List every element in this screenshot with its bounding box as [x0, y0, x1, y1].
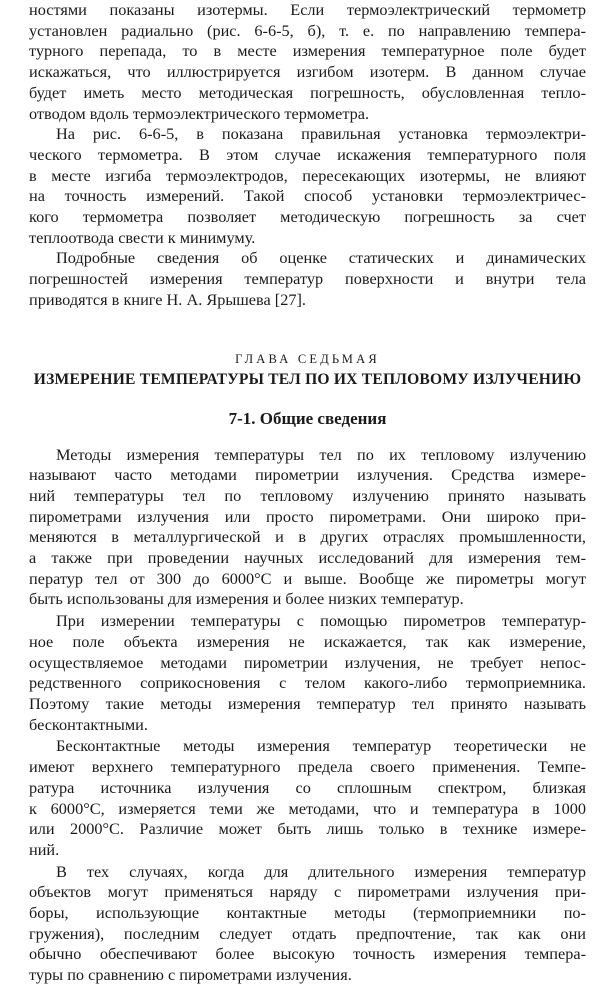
paragraph	[29, 248, 586, 310]
paragraph	[29, 611, 586, 735]
text-line: ператур тел от 300 до 6000°С и выше. Вообще же пирометры могут	[29, 568, 586, 588]
text-line: имеют верхнего температурного предела своего применения. Темпе-	[29, 757, 586, 777]
text-line: ческого термометра. В этом случае искажения температурного поля	[29, 144, 586, 164]
section-body	[29, 445, 586, 986]
text-line: бесконтактными.	[29, 714, 148, 734]
text-line: В тех случаях, когда для длительного измерения температур	[56, 861, 586, 881]
text-line: туры по сравнению с пирометрами излучения.	[29, 965, 352, 985]
text-line: меняются в металлургической и в других отраслях промышленности,	[29, 527, 586, 547]
paragraph	[29, 445, 586, 611]
text-line: гружения), последним следует отдать предпочтение, так как они	[29, 923, 586, 943]
text-line: Подробные сведения об оценке статических и динамических	[56, 248, 586, 268]
text-line: осуществляемое методами пирометрии излучения, не требует непос-	[29, 652, 586, 672]
paragraph	[29, 0, 586, 124]
text-line: ний.	[29, 839, 60, 859]
text-line: ностями показаны изотермы. Если термоэлектрический термометр	[29, 0, 586, 19]
text-line: ний температуры тел по тепловому излучению принято называть	[29, 485, 586, 505]
text-line: а также при проведении научных исследований для измерения тем-	[29, 548, 586, 568]
text-line: кого термометра позволяет методическую погрешность за счет	[29, 207, 586, 227]
text-line: На рис. 6-6-5, в показана правильная установка термоэлектри-	[56, 124, 586, 144]
text-line: быть использованы для измерения и более низких температур.	[29, 589, 464, 609]
text-line: искажаться, что иллюстрируется изгибом изотерм. В данном случае	[29, 62, 586, 82]
paragraph	[29, 124, 586, 248]
text-line: турного перепада, то в месте измерения температурное поле будет	[29, 41, 586, 61]
text-line: боры, использующие контактные методы (термоприемники по-	[29, 903, 586, 923]
text-line: приводятся в книге Н. А. Ярышева [27].	[29, 289, 307, 309]
text-line: к 6000°С, измеряется теми же методами, что и температура в 1000	[29, 798, 586, 818]
paragraph	[29, 736, 586, 860]
chapter-title: ИЗМЕРЕНИЕ ТЕМПЕРАТУРЫ ТЕЛ ПО ИХ ТЕПЛОВОМУ ИЗЛУЧЕНИЮ	[33, 370, 582, 388]
text-line: теплоотвода свести к минимуму.	[29, 227, 256, 247]
text-line: отводом вдоль термоэлектрического термометра.	[29, 103, 370, 123]
text-line: будет иметь место методическая погрешность, обусловленная тепло-	[29, 82, 586, 102]
top-text-block	[29, 0, 586, 311]
chapter-label: ГЛАВА СЕДЬМАЯ	[235, 351, 380, 366]
text-line: ное поле объекта измерения не искажается, так как измерение,	[29, 631, 586, 651]
text-line: или 2000°С. Различие может быть лишь только в технике измере-	[29, 819, 586, 839]
text-line: в месте изгиба термоэлектродов, пересекающих изотермы, не влияют	[29, 165, 586, 185]
section-title: 7-1. Общие сведения	[228, 408, 387, 428]
text-line: на точность измерений. Такой способ установки термоэлектричес-	[29, 186, 586, 206]
text-line: обычно обеспечивают более высокую точность измерения темпера-	[29, 944, 586, 964]
text-line: редственного соприкосновения с телом какого-либо термоприемника.	[29, 673, 586, 693]
text-line: установлен радиально (рис. 6-6-5, б), т. е. по направлению темпера-	[29, 20, 586, 40]
text-line: Бесконтактные методы измерения температур теоретически не	[56, 736, 586, 756]
text-line: ратура источника излучения со сплошным спектром, близкая	[29, 777, 586, 797]
text-line: объектов могут применяться наряду с пирометрами излучения при-	[29, 882, 586, 902]
paragraph	[29, 862, 586, 986]
text-line: Методы измерения температуры тел по их тепловому излучению	[56, 444, 586, 464]
text-line: При измерении температуры с помощью пирометров температур-	[56, 611, 586, 631]
text-line: пирометрами излучения или просто пирометрами. Они широко при-	[29, 506, 586, 526]
text-line: называют часто методами пирометрии излучения. Средства измере-	[29, 465, 586, 485]
text-line: Поэтому такие методы измерения температур тел принято называть	[29, 693, 586, 713]
text-line: погрешностей измерения температур поверхности и внутри тела	[29, 269, 586, 289]
